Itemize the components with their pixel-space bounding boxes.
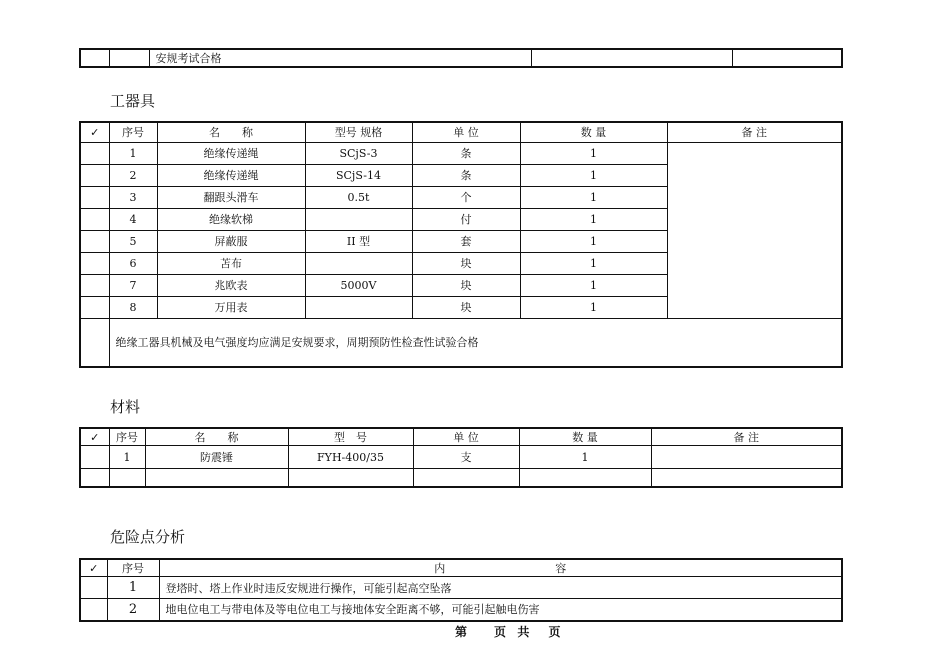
row-content: 登塔时、塔上作业时违反安规进行操作，可能引起高空坠落 (159, 577, 842, 599)
table-header-row (80, 559, 842, 577)
row-unit: 块 (412, 296, 520, 318)
row-note (651, 446, 842, 469)
table-row (80, 446, 842, 469)
tools-requirement-note: 绝缘工器具机械及电气强度均应满足安规要求，周期预防性检查性试验合格 (109, 318, 842, 367)
row-qty: 1 (520, 186, 667, 208)
empty-cell (732, 49, 842, 67)
table-row (80, 142, 842, 164)
empty-cell (531, 49, 732, 67)
table-row (80, 599, 842, 621)
row-qty: 1 (519, 446, 651, 469)
check-cell[interactable] (80, 164, 109, 186)
row-name: 绝缘传递绳 (157, 164, 305, 186)
header-name: 名 称 (145, 428, 288, 446)
row-name: 苫布 (157, 252, 305, 274)
row-qty: 1 (520, 230, 667, 252)
row-unit: 支 (413, 446, 519, 469)
row-no: 7 (109, 274, 157, 296)
row-model (305, 296, 412, 318)
header-unit: 单 位 (412, 122, 520, 142)
row-name: 兆欧表 (157, 274, 305, 296)
row-model (305, 208, 412, 230)
row-qty (519, 469, 651, 487)
row-qty: 1 (520, 164, 667, 186)
check-cell[interactable] (80, 274, 109, 296)
row-no (109, 469, 145, 487)
row-unit (413, 469, 519, 487)
row-note (651, 469, 842, 487)
row-unit: 块 (412, 274, 520, 296)
materials-table (79, 427, 843, 488)
header-name: 名 称 (157, 122, 305, 142)
check-cell[interactable] (80, 296, 109, 318)
row-no: 6 (109, 252, 157, 274)
row-model: 5000V (305, 274, 412, 296)
check-cell[interactable] (80, 599, 107, 621)
row-qty: 1 (520, 274, 667, 296)
table-row (80, 469, 842, 487)
check-cell[interactable] (80, 208, 109, 230)
row-no: 1 (109, 142, 157, 164)
row-qty: 1 (520, 208, 667, 230)
hazards-table (79, 558, 843, 622)
materials-heading: 材料 (110, 398, 141, 416)
row-no: 5 (109, 230, 157, 252)
check-cell[interactable] (80, 49, 109, 67)
header-no: 序号 (109, 428, 145, 446)
row-model: II 型 (305, 230, 412, 252)
check-cell[interactable] (80, 318, 109, 367)
check-icon: ✓ (80, 559, 107, 577)
check-cell[interactable] (80, 230, 109, 252)
row-model: FYH-400/35 (288, 446, 413, 469)
row-name: 绝缘软梯 (157, 208, 305, 230)
header-model: 型号 规格 (305, 122, 412, 142)
row-name (145, 469, 288, 487)
header-qty: 数 量 (520, 122, 667, 142)
header-no: 序号 (107, 559, 159, 577)
row-no: 1 (107, 577, 159, 599)
table-header-row (80, 122, 842, 142)
check-cell[interactable] (80, 186, 109, 208)
header-no: 序号 (109, 122, 157, 142)
row-model: SCjS-3 (305, 142, 412, 164)
header-model: 型 号 (288, 428, 413, 446)
row-no: 1 (109, 446, 145, 469)
check-cell[interactable] (80, 142, 109, 164)
row-name: 翻跟头滑车 (157, 186, 305, 208)
row-model: 0.5t (305, 186, 412, 208)
tools-heading: 工器具 (110, 92, 156, 110)
check-icon: ✓ (80, 122, 109, 142)
page-footer: 第 页 共 页 (455, 625, 565, 639)
header-qty: 数 量 (519, 428, 651, 446)
header-content: 内 容 (159, 559, 842, 577)
hazards-heading: 危险点分析 (110, 528, 186, 546)
row-no: 2 (107, 599, 159, 621)
check-cell[interactable] (80, 446, 109, 469)
row-unit: 条 (412, 164, 520, 186)
row-no: 8 (109, 296, 157, 318)
row-unit: 付 (412, 208, 520, 230)
row-qty: 1 (520, 142, 667, 164)
row-no: 3 (109, 186, 157, 208)
row-qty: 1 (520, 296, 667, 318)
row-unit: 块 (412, 252, 520, 274)
note-row (80, 318, 842, 367)
table-row (80, 577, 842, 599)
row-name: 屏蔽服 (157, 230, 305, 252)
row-unit: 个 (412, 186, 520, 208)
row-name: 绝缘传递绳 (157, 142, 305, 164)
previous-table-row (79, 48, 843, 68)
row-model: SCjS-14 (305, 164, 412, 186)
row-no: 2 (109, 164, 157, 186)
row-content: 地电位电工与带电体及等电位电工与接地体安全距离不够，可能引起触电伤害 (159, 599, 842, 621)
header-note: 备 注 (651, 428, 842, 446)
row-no: 4 (109, 208, 157, 230)
check-cell[interactable] (80, 469, 109, 487)
row-unit: 条 (412, 142, 520, 164)
check-cell[interactable] (80, 577, 107, 599)
header-note: 备 注 (667, 122, 842, 142)
row-qty: 1 (520, 252, 667, 274)
seq-cell (109, 49, 149, 67)
check-cell[interactable] (80, 252, 109, 274)
requirement-text: 安规考试合格 (149, 49, 531, 67)
row-unit: 套 (412, 230, 520, 252)
header-unit: 单 位 (413, 428, 519, 446)
row-model (288, 469, 413, 487)
tools-table (79, 121, 843, 368)
row-name: 防震锤 (145, 446, 288, 469)
note-cell (667, 142, 842, 318)
row-name: 万用表 (157, 296, 305, 318)
row-model (305, 252, 412, 274)
check-icon: ✓ (80, 428, 109, 446)
table-header-row (80, 428, 842, 446)
